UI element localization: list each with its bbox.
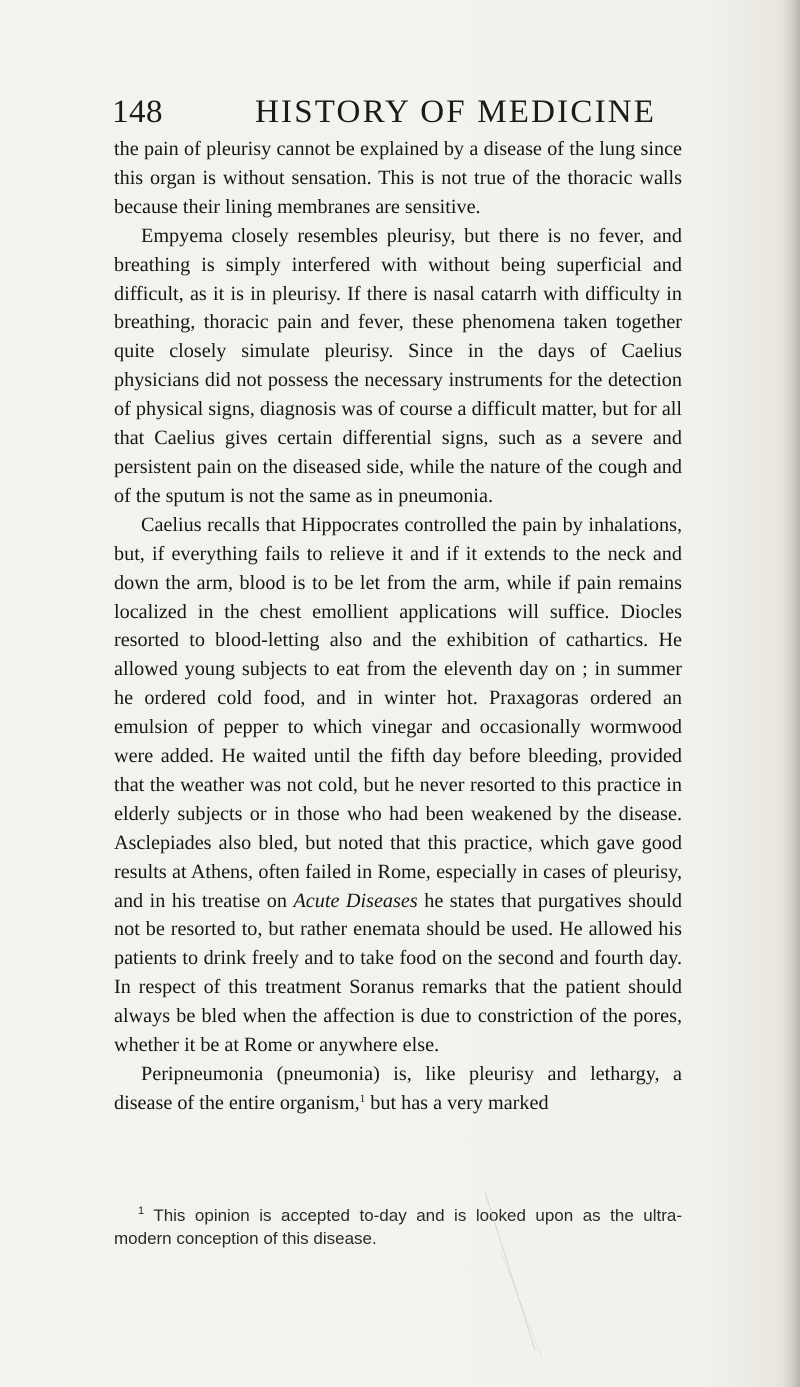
body-text [114, 135, 682, 1118]
paragraph-3-text-a: Caelius recalls that Hippocrates controlled the pain by inhalations, but, if everything fails to relieve it and if it extends to the neck and down the arm, blood is to be let from the arm, while if pain remains localized in the chest emollient applications will suffice. Diocles resorted to blood-letting also and the exhibition of cathartics. He allowed young subjects to eat from the eleventh day on ; in summer he ordered cold food, and in winter hot. Praxagoras ordered an emulsion of pepper to which vinegar and occasionally wormwood were added. He waited until the fifth day before bleeding, provided that the weather was not cold, but he never resorted to this practice in elderly subjects or in those who had been weakened by the disease. Asclepiades also bled, but noted that this practice, which gave good results at Athens, often failed in Rome, especially in cases of pleurisy, and in his treatise on [114, 513, 682, 912]
paragraph-4 [114, 1060, 682, 1118]
footnote-reference: 1 [359, 1092, 366, 1105]
treatise-title: Acute Diseases [293, 889, 418, 912]
page-header [110, 88, 680, 138]
footnote [114, 1205, 682, 1250]
paragraph-1: the pain of pleurisy cannot be explained by a disease of the lung since this organ is without sensation. This is not true of the thoracic walls because their lining membranes are sensitive. [114, 138, 682, 218]
paragraph-4-text-a: Peripneumonia (pneumonia) is, like pleurisy and lethargy, a disease of the entire organism, [114, 1063, 682, 1114]
running-head: HISTORY OF MEDICINE [255, 94, 657, 130]
page-number: 148 [112, 94, 163, 130]
page-edge-shadow [782, 0, 800, 1387]
paragraph-3 [114, 511, 682, 1060]
paragraph-4-text-b: but has a very marked [370, 1091, 549, 1114]
paper-crease-mark [480, 1190, 560, 1360]
paragraph-2: Empyema closely resembles pleurisy, but there is no fever, and breathing is simply interfered with without being superficial and difficult, as it is in pleurisy. If there is nasal catarrh with difficulty in breathing, thoracic pain and fever, these phenomena taken together quite closely simulate pleurisy. Since in the days of Caelius physicians did not possess the necessary instruments for the detection of physical signs, diagnosis was of course a difficult matter, but for all that Caelius gives certain differential signs, such as a severe and persistent pain on the diseased side, while the nature of the cough and of the sputum is not the same as in pneumonia. [114, 224, 682, 507]
footnote-paragraph [114, 1205, 682, 1250]
paragraph-3-text-b: he states that purgatives should not be resorted to, but rather enemata should be used. He allowed his patients to drink freely and to take food on the second and fourth day. In respect of this treatment Soranus remarks that the patient should always be bled when the affection is due to constriction of the pores, whether it be at Rome or anywhere else. [114, 889, 683, 1057]
footnote-marker: 1 [138, 1205, 145, 1217]
footnote-text: This opinion is accepted to-day and is looked upon as the ultra-modern conception of this disease. [114, 1206, 682, 1248]
